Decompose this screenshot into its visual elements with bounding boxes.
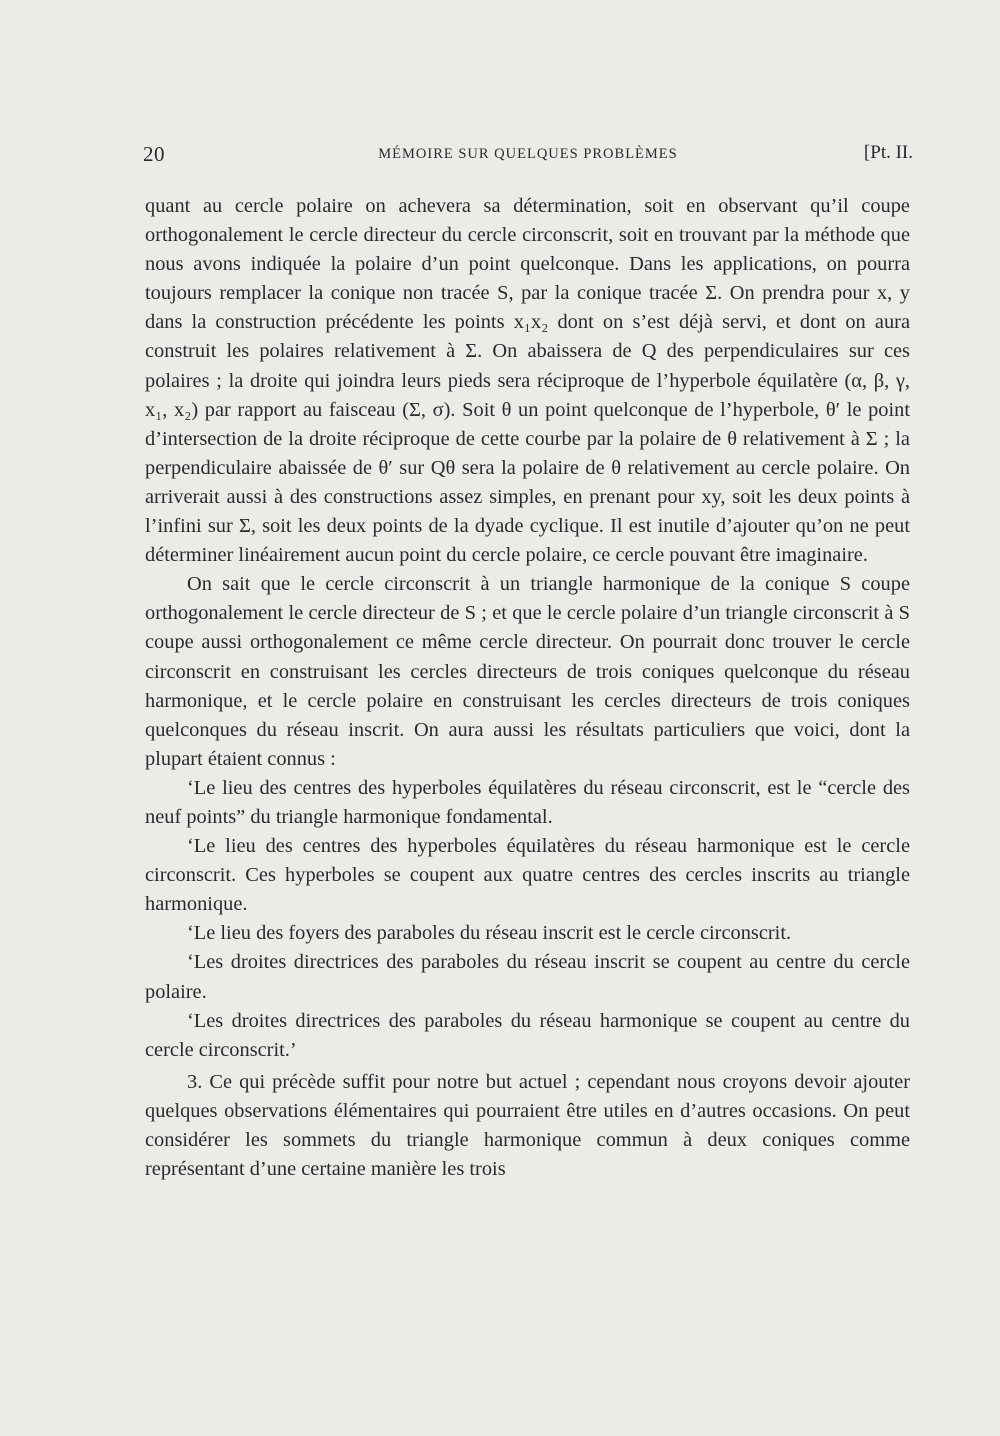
page-number: 20: [143, 142, 165, 166]
running-title: MÉMOIRE SUR QUELQUES PROBLÈMES: [378, 146, 678, 162]
paragraph-5: ‘Le lieu des foyers des paraboles du réseau inscrit est le cercle circonscrit.: [187, 922, 792, 945]
page-header: [143, 142, 913, 172]
body-text: [145, 192, 910, 1184]
part-reference: [Pt. II.: [863, 142, 913, 163]
paragraph-6: ‘Les droites directrices des paraboles du réseau inscrit se coupent au centre du cercle polaire.: [145, 951, 910, 1003]
paragraph-3: ‘Le lieu des centres des hyperboles équilatères du réseau circonscrit, est le “cercle des neuf points” du triangle harmonique fondamental.: [145, 776, 910, 828]
paragraph-8: 3. Ce qui précède suffit pour notre but actuel ; cependant nous croyons devoir ajouter quelques observations élémentaires qui pourraient être utiles en d’autres occasions. On peut considérer les sommets du triangle harmonique commun à deux coniques comme représentant d’une certaine manière les trois: [145, 1070, 910, 1181]
paragraph-4: ‘Le lieu des centres des hyperboles équilatères du réseau harmonique est le cercle circonscrit. Ces hyperboles se coupent aux quatre centres des cercles inscrits au triangle harmonique.: [145, 835, 910, 916]
paragraph-1: quant au cercle polaire on achevera sa détermination, soit en observant qu’il coupe orthogonalement le cercle directeur du cercle circonscrit, soit en trouvant par la méthode que nous avons indiquée la polaire d’un point quelconque. Dans les applications, on pourra toujours remplacer la conique non tracée S, par la conique tracée Σ. On prendra pour x, y dans la construction précédente les points x₁x₂ dont on s’est déjà servi, et dont on aura construit les polaires relativement à Σ. On abaissera de Q des perpendiculaires sur ces polaires ; la droite qui joindra leurs pieds sera réciproque de l’hyperbole équilatère (α, β, γ, x₁, x₂) par rapport au faisceau (Σ, σ). Soit θ un point quelconque de l’hyperbole, θ′ le point d’intersection de la droite réciproque de cette courbe par la polaire de θ relativement à Σ ; la perpendiculaire abaissée de θ′ sur Qθ sera la polaire de θ relativement au cercle polaire. On arriverait aussi à des constructions assez simples, en prenant pour xy, soit les deux points à l’infini sur Σ, soit les deux points de la dyade cyclique. Il est inutile d’ajouter qu’on ne peut déterminer linéairement aucun point du cercle polaire, ce cercle pouvant être imaginaire.: [145, 195, 910, 567]
paragraph-7: ‘Les droites directrices des paraboles du réseau harmonique se coupent au centre du cercle circonscrit.’: [145, 1009, 910, 1061]
paragraph-2: On sait que le cercle circonscrit à un triangle harmonique de la conique S coupe orthogonalement le cercle directeur de S ; et que le cercle polaire d’un triangle circonscrit à S coupe aussi orthogonalement ce même cercle directeur. On pourrait donc trouver le cercle circonscrit en construisant les cercles directeurs de trois coniques quelconque du réseau harmonique, et le cercle polaire en construisant les cercles directeurs de trois coniques quelconques du réseau inscrit. On aura aussi les résultats particuliers que voici, dont la plupart étaient connus :: [145, 573, 910, 770]
